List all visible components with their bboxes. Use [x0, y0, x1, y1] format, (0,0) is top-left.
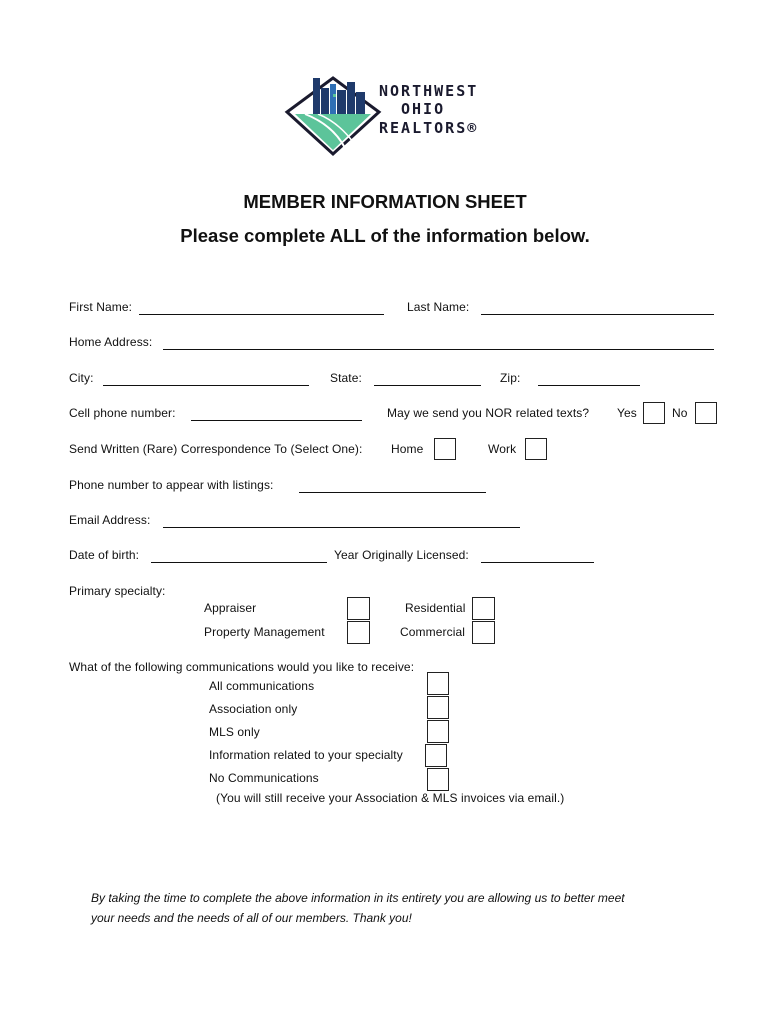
logo — [283, 70, 483, 160]
cell-phone-label: Cell phone number: — [69, 406, 176, 420]
last-name-field[interactable] — [481, 314, 714, 315]
listing-phone-field[interactable] — [299, 492, 486, 493]
specialty-appraiser-label: Appraiser — [204, 601, 257, 615]
comm-mls-label: MLS only — [209, 725, 260, 739]
logo-text-line3: REALTORS® — [379, 119, 479, 137]
texts-no-label: No — [672, 406, 688, 420]
specialty-property-management-checkbox[interactable] — [347, 621, 370, 644]
page-title: MEMBER INFORMATION SHEET — [243, 191, 527, 212]
specialty-residential-label: Residential — [405, 601, 466, 615]
email-field[interactable] — [163, 527, 520, 528]
dob-field[interactable] — [151, 562, 327, 563]
communications-note: (You will still receive your Association & MLS invoices via email.) — [216, 791, 565, 805]
logo-text-line2: OHIO — [401, 100, 446, 118]
last-name-label: Last Name: — [407, 300, 470, 314]
dob-label: Date of birth: — [69, 548, 140, 562]
comm-specialty-label: Information related to your specialty — [209, 748, 403, 762]
correspondence-work-label: Work — [488, 442, 517, 456]
texts-no-checkbox[interactable] — [695, 402, 717, 424]
comm-none-label: No Communications — [209, 771, 319, 785]
city-field[interactable] — [103, 385, 309, 386]
logo-mark-icon — [283, 70, 383, 160]
comm-specialty-checkbox[interactable] — [425, 744, 447, 767]
texts-question-label: May we send you NOR related texts? — [387, 406, 590, 420]
year-licensed-field[interactable] — [481, 562, 594, 563]
specialty-residential-checkbox[interactable] — [472, 597, 495, 620]
year-licensed-label: Year Originally Licensed: — [334, 548, 469, 562]
correspondence-work-checkbox[interactable] — [525, 438, 547, 460]
comm-association-checkbox[interactable] — [427, 696, 449, 719]
first-name-field[interactable] — [139, 314, 384, 315]
comm-all-checkbox[interactable] — [427, 672, 449, 695]
communications-question: What of the following communications would you like to receive: — [69, 660, 415, 674]
specialty-commercial-checkbox[interactable] — [472, 621, 495, 644]
logo-text-line1: NORTHWEST — [379, 82, 479, 100]
page-subtitle: Please complete ALL of the information below. — [180, 225, 590, 246]
comm-all-label: All communications — [209, 679, 315, 693]
footer-line2: your needs and the needs of all of our members. Thank you! — [91, 911, 412, 925]
home-address-label: Home Address: — [69, 335, 153, 349]
specialty-appraiser-checkbox[interactable] — [347, 597, 370, 620]
listing-phone-label: Phone number to appear with listings: — [69, 478, 274, 492]
zip-label: Zip: — [500, 371, 521, 385]
specialty-property-management-label: Property Management — [204, 625, 325, 639]
state-field[interactable] — [374, 385, 481, 386]
texts-yes-label: Yes — [617, 406, 637, 420]
state-label: State: — [330, 371, 362, 385]
home-address-field[interactable] — [163, 349, 714, 350]
correspondence-home-label: Home — [391, 442, 424, 456]
correspondence-home-checkbox[interactable] — [434, 438, 456, 460]
cell-phone-field[interactable] — [191, 420, 362, 421]
specialty-commercial-label: Commercial — [400, 625, 466, 639]
comm-none-checkbox[interactable] — [427, 768, 449, 791]
city-label: City: — [69, 371, 94, 385]
footer-line1: By taking the time to complete the above information in its entirety you are allowing us to better meet — [91, 891, 625, 905]
first-name-label: First Name: — [69, 300, 133, 314]
email-label: Email Address: — [69, 513, 151, 527]
zip-field[interactable] — [538, 385, 640, 386]
texts-yes-checkbox[interactable] — [643, 402, 665, 424]
specialty-label: Primary specialty: — [69, 584, 166, 598]
comm-mls-checkbox[interactable] — [427, 720, 449, 743]
correspondence-label: Send Written (Rare) Correspondence To (Select One): — [69, 442, 363, 456]
comm-association-label: Association only — [209, 702, 298, 716]
